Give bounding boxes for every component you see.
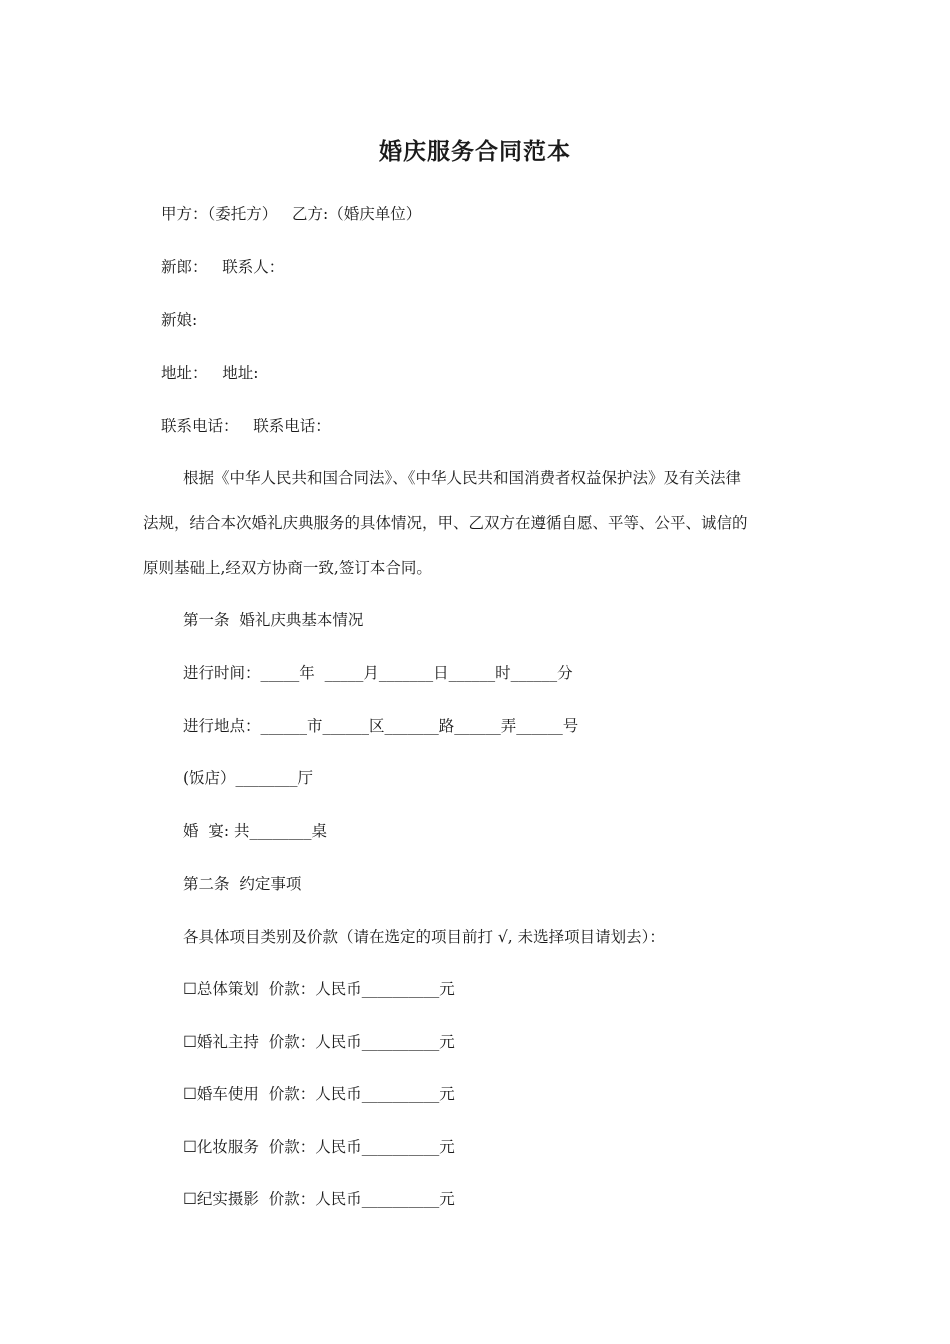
- service-item-line: ☐纪实摄影 价款：人民币__________元: [183, 1190, 455, 1208]
- groom-line: 新郎： 联系人：: [161, 258, 285, 276]
- article1-heading: 第一条 婚礼庆典基本情况: [183, 611, 364, 629]
- address-line: 地址： 地址:: [161, 364, 259, 382]
- hotel-hall-line: (饭店）________厅: [183, 769, 314, 787]
- service-item-line: ☐化妆服务 价款：人民币__________元: [183, 1138, 455, 1156]
- wedding-place-line: 进行地点：______市______区_______路______弄______号: [183, 717, 579, 735]
- document-title: 婚庆服务合同范本: [379, 138, 571, 165]
- service-item-line: ☐婚车使用 价款：人民币__________元: [183, 1085, 455, 1103]
- banquet-tables-line: 婚 宴: 共________桌: [183, 822, 328, 840]
- items-instruction: 各具体项目类别及价款（请在选定的项目前打 √, 未选择项目请划去）：: [183, 928, 665, 946]
- service-item-line: ☐总体策划 价款：人民币__________元: [183, 980, 455, 998]
- bride-line: 新娘:: [161, 311, 198, 329]
- phone-line: 联系电话： 联系电话：: [161, 417, 331, 435]
- wedding-time-line: 进行时间：_____年 _____月_______日______时______分: [183, 664, 573, 682]
- intro-paragraph-line: 法规，结合本次婚礼庆典服务的具体情况，甲、乙双方在遵循自愿、平等、公平、诚信的: [143, 514, 748, 532]
- service-item-line: ☐婚礼主持 价款：人民币__________元: [183, 1033, 455, 1051]
- intro-paragraph-line: 根据《中华人民共和国合同法》、《中华人民共和国消费者权益保护法》及有关法律: [183, 469, 742, 487]
- parties-line: 甲方：（委托方） 乙方:（婚庆单位）: [161, 205, 422, 223]
- article2-heading: 第二条 约定事项: [183, 875, 302, 893]
- intro-paragraph-line: 原则基础上,经双方协商一致,签订本合同。: [143, 559, 432, 577]
